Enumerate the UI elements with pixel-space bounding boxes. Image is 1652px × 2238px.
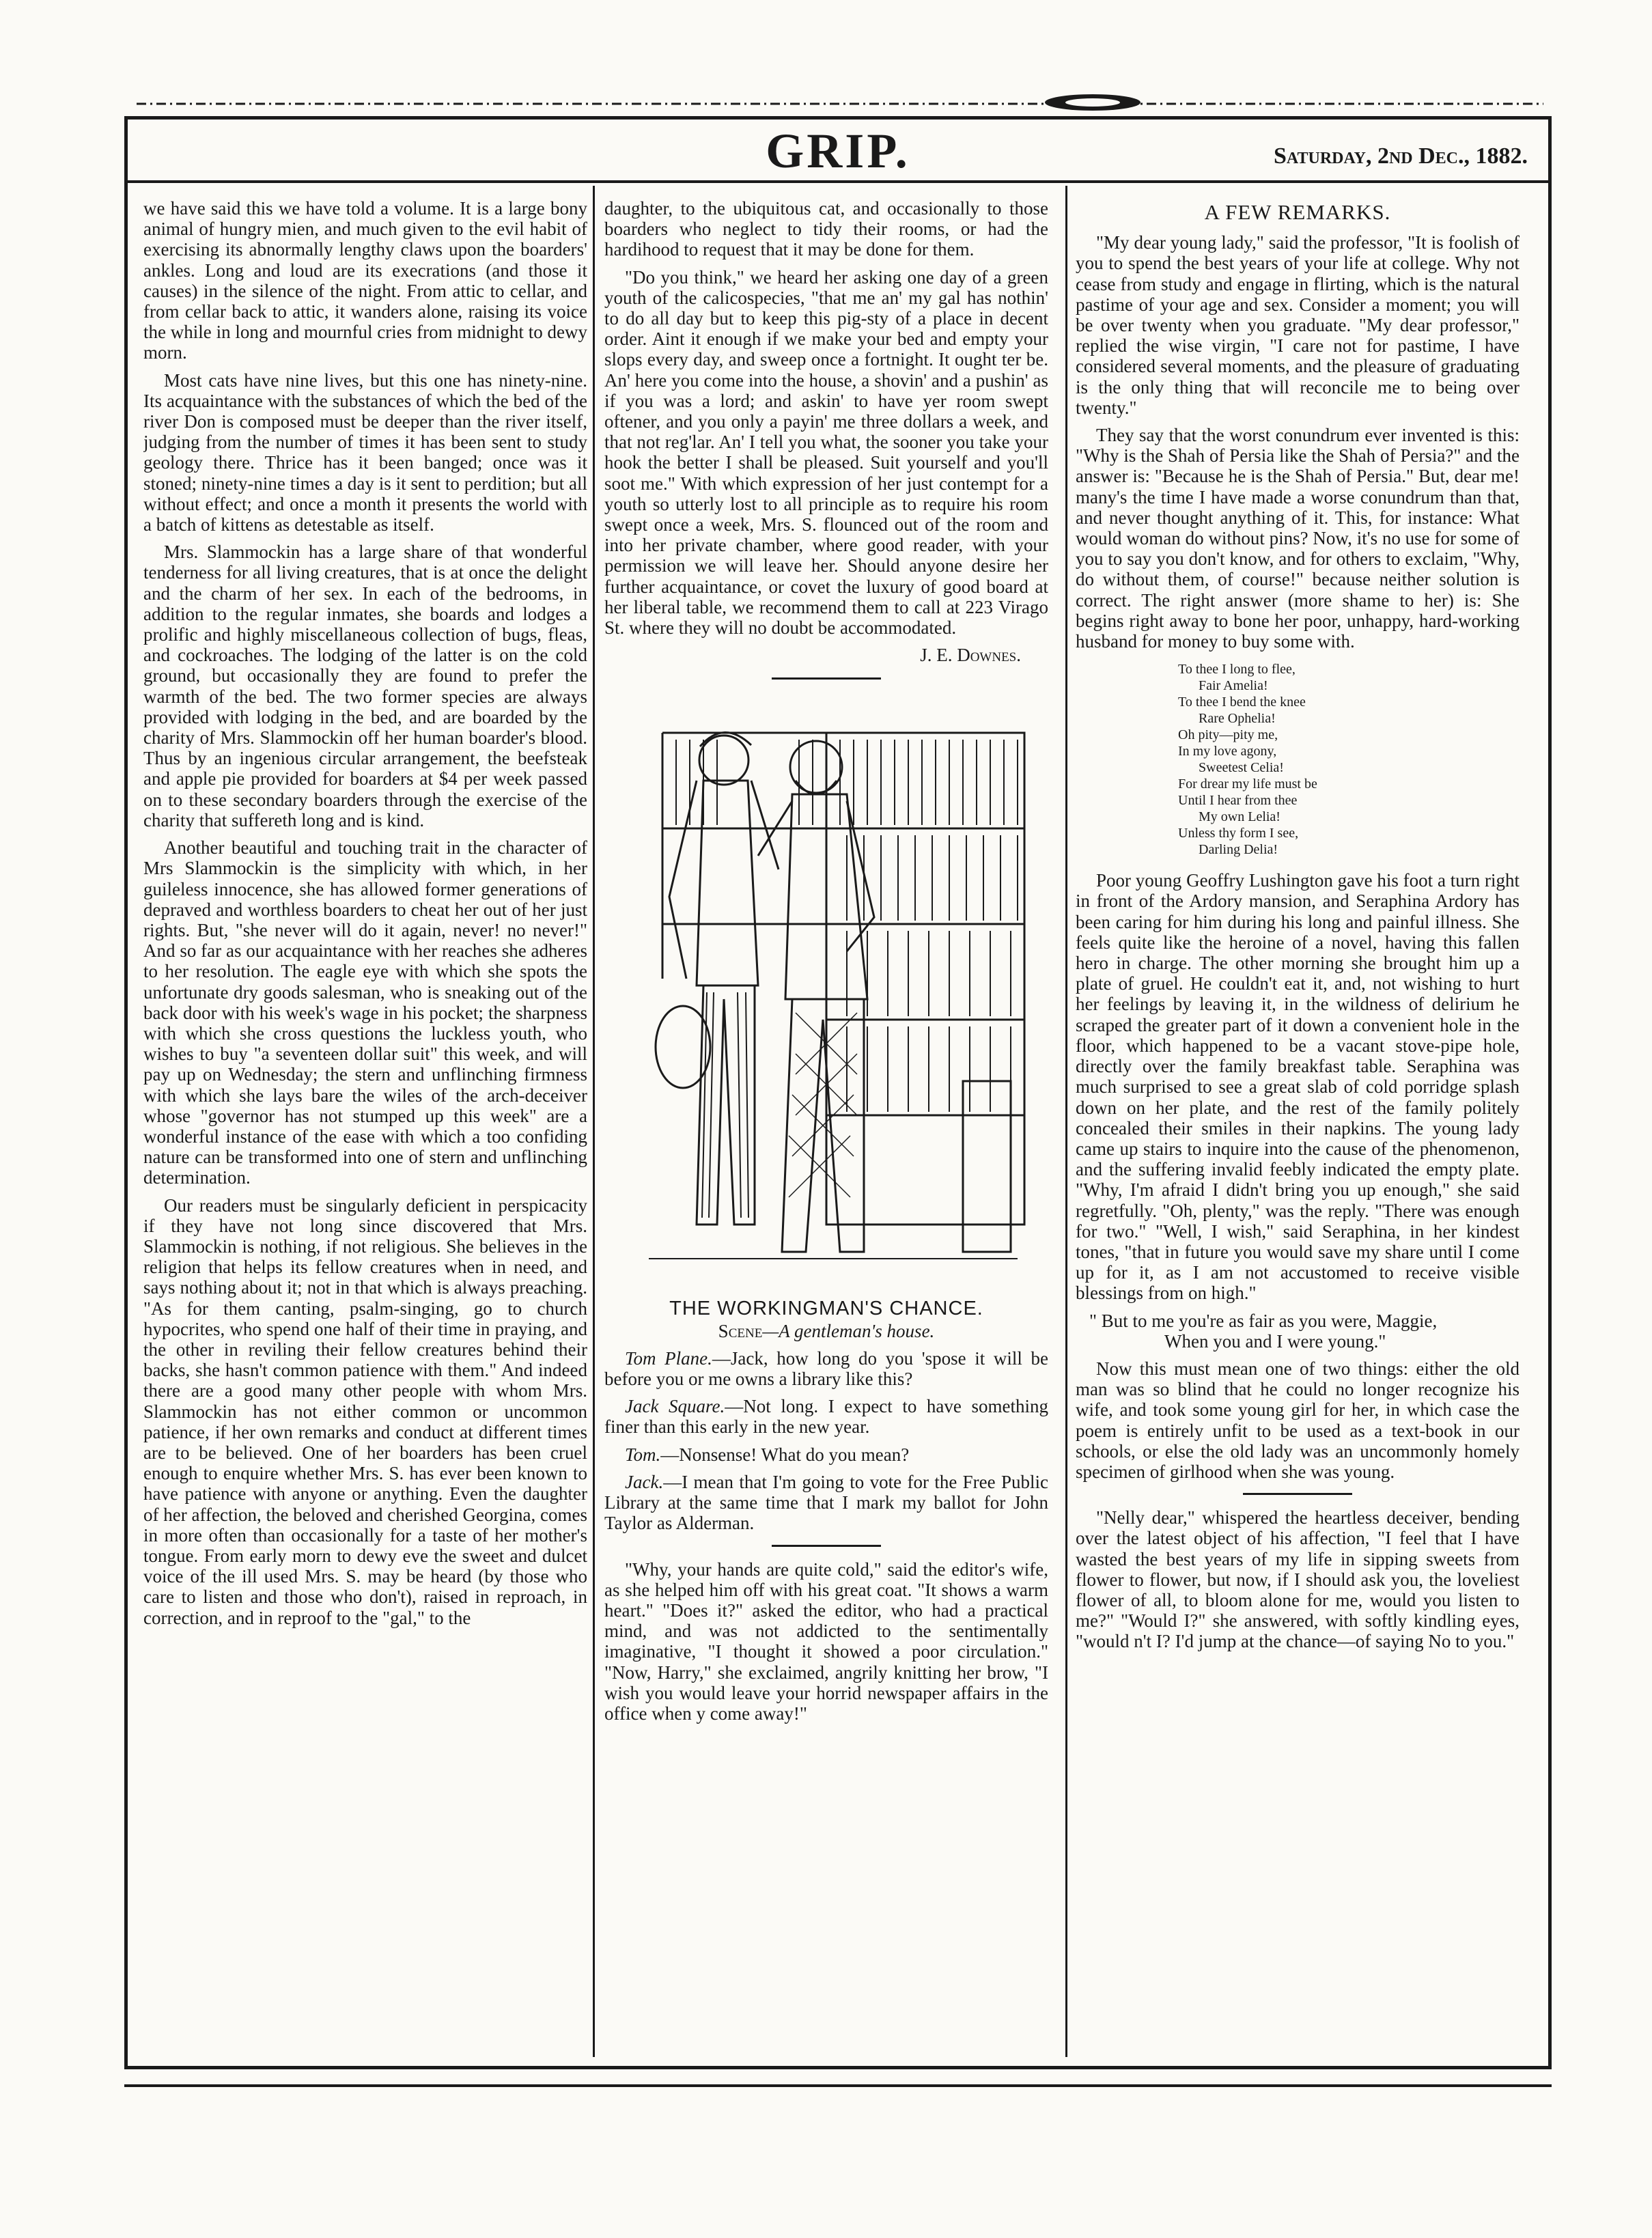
poem-line: In my love agony,	[1178, 744, 1277, 759]
speaker: Tom Plane.	[625, 1347, 712, 1369]
dialogue-line	[604, 1444, 1048, 1465]
poem	[1178, 661, 1520, 858]
dialogue-line	[604, 1472, 1048, 1534]
line-text: —Not long. I expect to have something finer than this early in the new year.	[604, 1396, 1048, 1438]
poem-line: Darling Delia!	[1199, 842, 1278, 858]
paragraph: "My dear young lady," said the professor, "It is foolish of you to spend the best years of your life at college. Why not cease from study and engage in flirting, which is the natural pastime of your age and sex. Consider a moment; you will be over twenty when you graduate. "My dear professor," replied the wise virgin, "I care not for pastime, I have considered several moments, and the pleasure of graduating is the only thing that will reconcile me to being over twenty."	[1076, 232, 1520, 418]
column-rule	[1065, 186, 1067, 2057]
column-3	[1076, 198, 1520, 2042]
top-ornament	[137, 94, 1543, 112]
line-text: —I mean that I'm going to vote for the Free Public Library at the same time that I mark my ballot for John Taylor as Alderman.	[604, 1471, 1048, 1534]
column-2	[604, 198, 1048, 2042]
poem-line: My own Lelia!	[1199, 809, 1280, 825]
column-1	[143, 198, 587, 2042]
paragraph: Now this must mean one of two things: either the old man was so blind that he could no longer recognize his wife, and took some young girl for her, in which case the poem is entirely unfit to be used as a text-book in our schools, or else the old lady was an uncommonly homely specimen of girlhood when she was young.	[1076, 1358, 1520, 1482]
line-text: —Nonsense! What do you mean?	[660, 1444, 910, 1465]
poem-line: Fair Amelia!	[1199, 678, 1268, 694]
dateline: Saturday, 2nd Dec., 1882.	[1274, 143, 1528, 169]
speaker: Jack Square.	[625, 1396, 725, 1417]
poem-line: Until I hear from thee	[1178, 793, 1298, 809]
poem-line: Unless thy form I see,	[1178, 826, 1299, 841]
masthead: GRIP.	[766, 124, 910, 178]
paragraph: Mrs. Slammockin has a large share of that wonderful tenderness for all living creatures, that is at once the delight and the charm of her sex. In each of the bedrooms, in addition to the regular inmates, she boards and lodges a prolific and highly miscellaneous collection of bugs, fleas, and cockroaches. The lodging of the latter is on the cold ground, but occasionally they are found to prefer the warmth of the bed. The two former species are always provided with lodging in the bed, and are boarded by the charity of Mrs. Slammockin off her human boarder's blood. Thus by an ingenious circular arrangement, the beefsteak and apple pie provided for boarders at $4 per week passed on to these secondary boarders through the exercise of the charity that suffereth long and is kind.	[143, 542, 587, 830]
section-divider	[1243, 1493, 1352, 1495]
paragraph: Most cats have nine lives, but this one has ninety-nine. Its acquaintance with the substances of which the bed of the river Don is composed must be deeper than the river itself, judging from the number of times it has been sent to study geology there. Thrice has it been banged; once was it stoned; ninety-nine times a day is it sent to perdition; but all without effect; and once a month it presents the world with a batch of kittens as detestable as itself.	[143, 369, 587, 535]
poem-line: Sweetest Celia!	[1199, 760, 1284, 776]
scene-text: —A gentleman's house.	[762, 1320, 935, 1341]
section-divider	[772, 677, 881, 680]
poem-line: Rare Ophelia!	[1199, 711, 1276, 727]
poem-line: To thee I long to flee,	[1178, 662, 1296, 677]
dialogue-line	[604, 1396, 1048, 1437]
byline: J. E. Downes.	[920, 645, 1021, 666]
speaker: Jack.	[625, 1471, 664, 1492]
dialogue-line	[604, 1348, 1048, 1389]
header	[128, 120, 1548, 183]
paragraph: "Nelly dear," whispered the heartless deceiver, bending over the latest object of his affection, "I feel that I have wasted the best years of my life in sipping sweets from flower to flower, but now, if I should ask you, the loveliest flower of all, to bloom alone for me, would you listen to me?" "Would I?" she answered, with softly kindling eyes, "would n't I? I'd jump at the chance—of saying No to you."	[1076, 1507, 1520, 1652]
paragraph: "Why, your hands are quite cold," said the editor's wife, as she helped him off with his great coat. "It shows a warm heart." "Does it?" asked the editor, who had a practical mind, and was not addicted to the sentimentally imaginative, "I thought it showed a poor circulation." "Now, Harry," she exclaimed, angrily knitting her brow, "I wish you would leave your horrid newspaper affairs in the office when y come away!"	[604, 1558, 1048, 1724]
paragraph: They say that the worst conundrum ever invented is this: "Why is the Shah of Persia like the Shah of Persia?" and the answer is: "Because he is the Shah of Persia." But, dear me! many's the time I have made a worse conundrum than that, and never thought anything of it. This, for instance: What would woman do without pins? Now, it's no use for some of you to say you don't know, and for others to exclaim, "Why, do without them, of course!" because neither solution is correct. The right answer (more shame to her) is: She begins right away to bone her poor, unhappy, hard-working husband for money to buy some with.	[1076, 425, 1520, 652]
paragraph: "Do you think," we heard her asking one day of a green youth of the calicospecies, "that me an' my gal has nothin' to do all day but to keep this pig-sty of a place in decent order. Aint it enough if we make your bed and empty your slops every day, and sweep once a fortnight. It ought ter be. An' here you come into the house, a shovin' and a pushin' as if you was a lord; and askin' to have yer room swept oftener, and you only a payin' me three dollars a week, and that not reg'lar. An' I tell you what, the sooner you take your hook the better I shall be pleased. Suit yourself and you'll soot me." With which expression of her just contempt for a youth so utterly lost to all principle as to require his room swept once a week, Mrs. S. flounced out of the room and into her private chamber, where good reader, with your permission we will leave her. Should anyone desire her further acquaintance, or covet the luxury of good board at her liberal table, we recommend them to call at 223 Virago St. where they will no doubt be accommodated.	[604, 266, 1048, 639]
cartoon-scene	[604, 1321, 1048, 1341]
section-title: A FEW REMARKS.	[1204, 200, 1391, 224]
quoted-couplet	[1089, 1311, 1520, 1352]
workingman-cartoon-illustration	[621, 692, 1031, 1293]
cartoon-caption: THE WORKINGMAN'S CHANCE.	[669, 1298, 983, 1320]
paragraph: Poor young Geoffry Lushington gave his foot a turn right in front of the Ardory mansion, and Seraphina Ardory has been caring for him during his long and painful illness. She feels quite like the heroine of a novel, having this fallen hero in charge. The other morning she brought him up a plate of gruel. He couldn't eat it, and, not wishing to hurt her feelings by leaving it, in the wildness of delirium he scraped the greater part of it down a convenient hole in the floor, which happened to be a vacant stove-pipe hole, directly over the family breakfast table. Seraphina was much surprised to see a great slab of cold porridge splash down on her plate, and the rest of the family politely concealed their smiles in their napkins. The young lady came up stairs to inquire into the cause of the phenomenon, and the suffering invalid feebly indicated the empty plate. "Why, I'm afraid I didn't bring you up enough," she said regretfully. "Oh, plenty," was the reply. "There was enough for two." "Well, I wish," said Seraphina, in her kindest tones, "that in future you would save my share until I come up for it, as I am not accustomed to receive visible blessings from on high."	[1076, 870, 1520, 1304]
speaker: Tom.	[625, 1444, 661, 1465]
couplet-line: " But to me you're as fair as you were, Maggie,	[1089, 1310, 1438, 1331]
couplet-line: When you and I were young."	[1164, 1330, 1386, 1352]
scene-label: Scene	[718, 1320, 763, 1341]
footer-rule	[124, 2084, 1552, 2087]
line-text: —Jack, how long do you 'spose it will be before you or me owns a library like this?	[604, 1347, 1048, 1390]
paragraph: Our readers must be singularly deficient in perspicacity if they have not long since discovered that Mrs. Slammockin is nothing, if not religious. She believes in the religion that helps its fellow creatures when in need, and says nothing about it; not in that which is always preaching. "As for them canting, psalm-singing, go to church hypocrites, who spend one half of their time in praying, and the other in reviling their fellow creatures behind their backs, she hasn't common patience with them." And indeed there are a good many other people with whom Mrs. Slammockin has not either common or uncommon patience, if her own remarks and conduct at different times are to be believed. One of her boarders has been cruel enough to enquire whether Mrs. S. has ever been known to have patience with anyone or anything. Even the daughter of her affection, the beloved and cherished Georgina, comes in more often than occasionally for a taste of her mother's tongue. From early morn to dewy eve the sweet and dulcet voice of the ill used Mrs. S. may be heard (by those who care to listen and those who don't), raised in reproach, in correction, and in reproof to the "gal," to the	[143, 1194, 587, 1628]
poem-line: To thee I bend the knee	[1178, 695, 1306, 710]
section-divider	[772, 1545, 881, 1547]
poem-line: Oh pity—pity me,	[1178, 727, 1278, 743]
poem-line: For drear my life must be	[1178, 777, 1317, 792]
paragraph: daughter, to the ubiquitous cat, and occasionally to those boarders who neglect to tidy their rooms, or had the hardihood to request that it may be done for them.	[604, 198, 1048, 260]
paragraph: Another beautiful and touching trait in the character of Mrs Slammockin is the simplicity with which, in her guileless innocence, she has allowed former generations of depraved and worthless boarders to cheat her out of her just rights. But, "she never will do it again, never! no never!" And so far as our acquaintance with her reaches she adheres to her resolution. The eagle eye with which she spots the unfortunate dry goods salesman, who is sneaking out of the back door with his week's wage in his pocket; the sharpness with which she cross questions the luckless youth, who wishes to buy "a seventeen dollar suit" this week, and will pay up on Wednesday; the stern and unflinching firmness with which she lays bare the wiles of the arch-deceiver whose "governor has not stumped up this week" are a wonderful instance of the ease with which a too confiding nature can be transformed into one of stern and unflinching determination.	[143, 837, 587, 1188]
paragraph: we have said this we have told a volume. It is a large bony animal of hungry mien, and much given to the evil habit of exercising its abnormally lengthy claws upon the boarders' ankles. Long and loud are its execrations (and those it causes) in the silence of the night. From attic to cellar, and from cellar back to attic, it wanders alone, raising its voice the while in long and mournful cries from midnight to dewy morn.	[143, 198, 587, 363]
column-rule	[593, 186, 595, 2057]
